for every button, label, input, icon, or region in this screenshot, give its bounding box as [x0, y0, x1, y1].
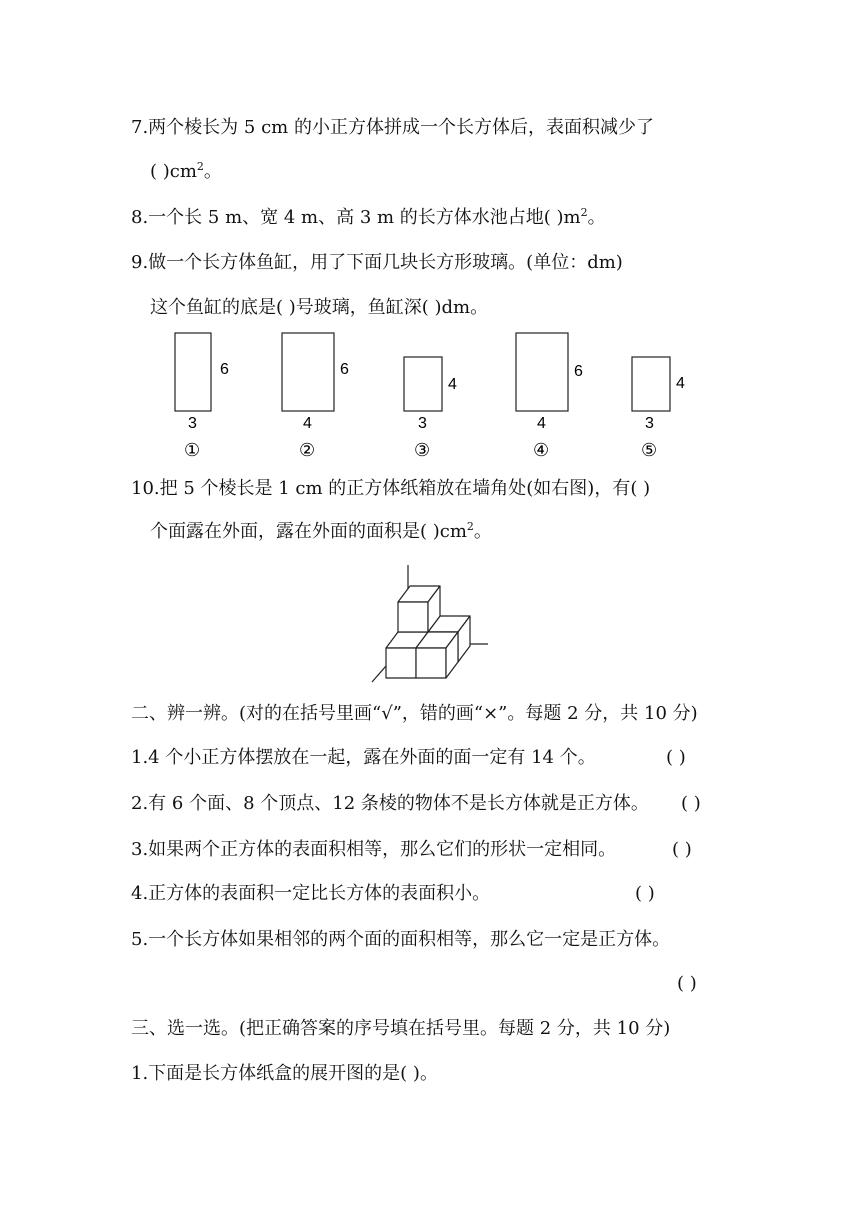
glass-3-width: 3	[418, 415, 427, 432]
s2-item4: 4.正方体的表面积一定比长方体的表面积小。	[131, 883, 491, 904]
s3-q1[interactable]: 1.下面是长方体纸盒的展开图的是( )。	[131, 1063, 438, 1084]
q9-line1: 9.做一个长方体鱼缸，用了下面几块长方形玻璃。(单位：dm)	[131, 252, 623, 273]
q10-text[interactable]: 个面露在外面，露在外面的面积是( )cm	[150, 521, 467, 542]
s2-item5-blank[interactable]: ( )	[677, 973, 697, 994]
s2-item2-blank[interactable]: ( )	[681, 793, 701, 814]
q7-answer-blank[interactable]: ( )cm	[150, 161, 197, 182]
q10-line2	[150, 520, 492, 544]
glass-pieces-figure	[150, 325, 710, 465]
glass-5-number: ⑤	[641, 440, 658, 460]
q8-text[interactable]: 8.一个长 5 m、宽 4 m、高 3 m 的长方体水池占地( )m	[131, 207, 581, 228]
glass-piece-3	[404, 357, 457, 460]
q7-line2	[150, 160, 222, 184]
glass-1-width: 3	[188, 415, 197, 432]
glass-1-number: ①	[184, 440, 201, 460]
corner-cubes-figure	[360, 560, 500, 685]
q8-line	[131, 206, 606, 230]
glass-4-number: ④	[533, 440, 550, 460]
q10-unit-exponent: 2	[466, 520, 474, 533]
s2-item2: 2.有 6 个面、8 个顶点、12 条棱的物体不是长方体就是正方体。	[131, 793, 649, 814]
glass-5-height: 4	[676, 375, 685, 392]
s2-item1: 1.4 个小正方体摆放在一起，露在外面的面一定有 14 个。	[131, 747, 596, 768]
glass-5-width: 3	[645, 415, 654, 432]
glass-2-width: 4	[303, 415, 312, 432]
section3-title: 三、选一选。(把正确答案的序号填在括号里。每题 2 分，共 10 分)	[131, 1018, 671, 1039]
glass-2-number: ②	[299, 440, 316, 460]
section2-title: 二、辨一辨。(对的在括号里画“√”，错的画“×”。每题 2 分，共 10 分)	[131, 703, 698, 724]
glass-4-height: 6	[574, 363, 583, 380]
glass-piece-1	[175, 333, 229, 460]
s2-item1-blank[interactable]: ( )	[666, 747, 686, 768]
q7-unit-exponent: 2	[196, 160, 204, 173]
s2-item5: 5.一个长方体如果相邻的两个面的面积相等，那么它一定是正方体。	[131, 929, 671, 950]
glass-3-height: 4	[448, 376, 457, 393]
s2-item4-blank[interactable]: ( )	[635, 883, 655, 904]
s2-item3-blank[interactable]: ( )	[672, 839, 692, 860]
glass-1-height: 6	[220, 361, 229, 378]
glass-piece-2	[282, 333, 349, 460]
glass-piece-5	[632, 357, 685, 460]
glass-4-width: 4	[537, 415, 546, 432]
q10-line2-end: 。	[473, 521, 492, 542]
q7-line2-end: 。	[203, 161, 222, 182]
q10-line1[interactable]: 10.把 5 个棱长是 1 cm 的正方体纸箱放在墙角处(如右图)，有( )	[131, 478, 651, 499]
glass-3-number: ③	[414, 440, 431, 460]
glass-2-height: 6	[340, 361, 349, 378]
q7-line1: 7.两个棱长为 5 cm 的小正方体拼成一个长方体后，表面积减少了	[131, 117, 654, 138]
s2-item3: 3.如果两个正方体的表面积相等，那么它们的形状一定相同。	[131, 839, 617, 860]
glass-piece-4	[516, 333, 583, 460]
q8-unit-exponent: 2	[580, 206, 588, 219]
q9-line2[interactable]: 这个鱼缸的底是( )号玻璃，鱼缸深( )dm。	[150, 297, 489, 318]
q8-line-end: 。	[587, 207, 606, 228]
